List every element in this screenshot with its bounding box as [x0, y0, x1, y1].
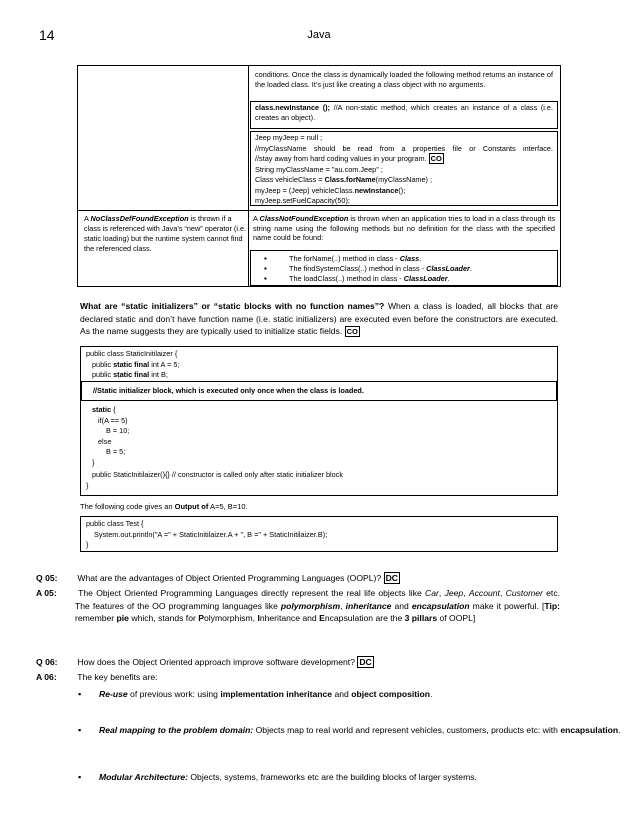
code-line: static { — [92, 405, 116, 414]
code-line: B = 10; — [106, 426, 130, 435]
code-line: public static final int A = 5; — [92, 359, 180, 369]
table-column-divider — [248, 65, 249, 287]
q05-label: Q 05: — [36, 573, 58, 583]
code-line: else — [98, 436, 112, 446]
noclassdef-exception-name: NoClassDefFoundException — [90, 214, 189, 223]
q06-question: Q 06: How does the Object Oriented approach improve software development? DC — [36, 657, 372, 667]
q05-answer: A 05: The Object Oriented Programming Languages directly represent the real life objects like Car, Jeep, Account, Customer etc. The features of the OO programming languages like polymorphism, inheritance and encapsulation make it powerful. [Tip: remember pie which, stands for Polymorphism, Inheritance and Encapsulation are the 3 pillars of OOPL] — [36, 588, 561, 624]
code-line: public class Test { — [86, 519, 144, 528]
static-initializer-code-box — [80, 346, 558, 496]
newinstance-method: class.newInstance (); — [255, 103, 330, 112]
code-line: B = 5; — [106, 447, 126, 456]
newinstance-note: //A non-static method, which creates an instance of a class (i.e. creates an object). — [255, 103, 553, 122]
code-comment: //Static initializer block, which is executed only once when the class is loaded. — [93, 385, 364, 395]
q05-question: Q 05: What are the advantages of Object Oriented Programming Languages (OOPL)? DC — [36, 573, 399, 583]
code-line: myJeep.setFuelCapacity(50); — [255, 196, 350, 205]
highlighted-comment — [81, 381, 557, 402]
benefit-reuse: ▪ Re-use of previous work: using implementation inheritance and object composition. — [36, 688, 623, 701]
code-line: String myClassName = "au.com.Jeep" ; — [255, 164, 383, 174]
jeep-code-box — [250, 131, 558, 206]
code-line: Class vehicleClass = Class.forName(myClassName) ; — [255, 175, 433, 184]
code-line: myJeep = (Jeep) vehicleClass.newInstance(); — [255, 185, 406, 195]
q06-answer: A 06: The key benefits are: — [36, 672, 158, 682]
code-line: } — [86, 480, 89, 490]
static-initializer-question: What are “static initializers” or “static blocks with no function names”? — [80, 301, 385, 311]
newinstance-description: conditions. Once the class is dynamically loaded the following method returns an instance of the loaded class. It’s just like creating a class object with no arguments. — [255, 70, 553, 89]
code-line: public class StaticInitilaizer { — [86, 349, 178, 358]
newinstance-note-box — [250, 101, 558, 129]
co-tag: CO — [430, 154, 442, 163]
code-line: public StaticInitilaizer(){} // constructor is called only after static initializer block — [92, 470, 344, 479]
output-line: The following code gives an Output of A=5, B=10. — [80, 502, 248, 511]
list-item: ▪ The forName(..) method in class - Class. — [255, 254, 553, 264]
code-line: } — [86, 540, 89, 549]
page-header-title: Java — [307, 29, 331, 41]
co-tag: CO — [346, 327, 358, 337]
benefit-modular-architecture: ▪ Modular Architecture: Objects, systems, frameworks etc are the building blocks of larger systems. — [36, 771, 623, 784]
loader-methods-box — [250, 250, 558, 286]
dc-tag: DC — [359, 657, 372, 667]
list-item: ▪ The loadClass(..) method in class - ClassLoader. — [255, 274, 553, 284]
table-row-divider — [78, 210, 560, 211]
code-line: } — [92, 457, 95, 467]
static-initializer-answer: When a class is loaded, all blocks that are declared static and don’t have function name (i.e. static initializers) are executed even before the constructors are executed. As the name suggests they are typically used to initialize static fields. — [80, 301, 558, 337]
code-line: public static final int B; — [92, 370, 168, 379]
a05-label: A 05: — [36, 588, 57, 598]
static-initializer-paragraph — [80, 300, 558, 339]
code-line: System.out.println("A =" + StaticInitilaizer.A + ", B =" + StaticInitilaizer.B); — [94, 529, 328, 539]
benefit-real-mapping: ▪ Real mapping to the problem domain: Objects map to real world and represent vehicles, customers, products etc: with encapsulation. — [36, 724, 623, 737]
a06-label: A 06: — [36, 672, 57, 682]
code-line: //myClassName should be read from a properties file or Constants interface. — [255, 143, 553, 153]
noclassdef-cell: A NoClassDefFoundException is thrown if a class is referenced with Java’s “new” operator (i.e. static loading) but the runtime system cannot find the referenced class. — [84, 214, 247, 253]
classnotfound-exception-name: ClassNotFoundException — [259, 214, 349, 223]
list-item: ▪ The findSystemClass(..) method in class - ClassLoader. — [255, 264, 553, 274]
page-number: 14 — [39, 27, 55, 43]
test-code-box — [80, 516, 558, 552]
code-line: if(A == 5) — [98, 415, 128, 425]
code-line: Jeep myJeep = null ; — [255, 133, 323, 142]
q06-label: Q 06: — [36, 657, 58, 667]
code-line: //stay away from hard coding values in your program. CO — [255, 154, 442, 163]
classnotfound-cell: A ClassNotFoundException is thrown when an application tries to load in a class through its string name using the following methods but no definition for the class with the specified name could be found: — [253, 214, 555, 243]
dc-tag: DC — [385, 573, 399, 583]
